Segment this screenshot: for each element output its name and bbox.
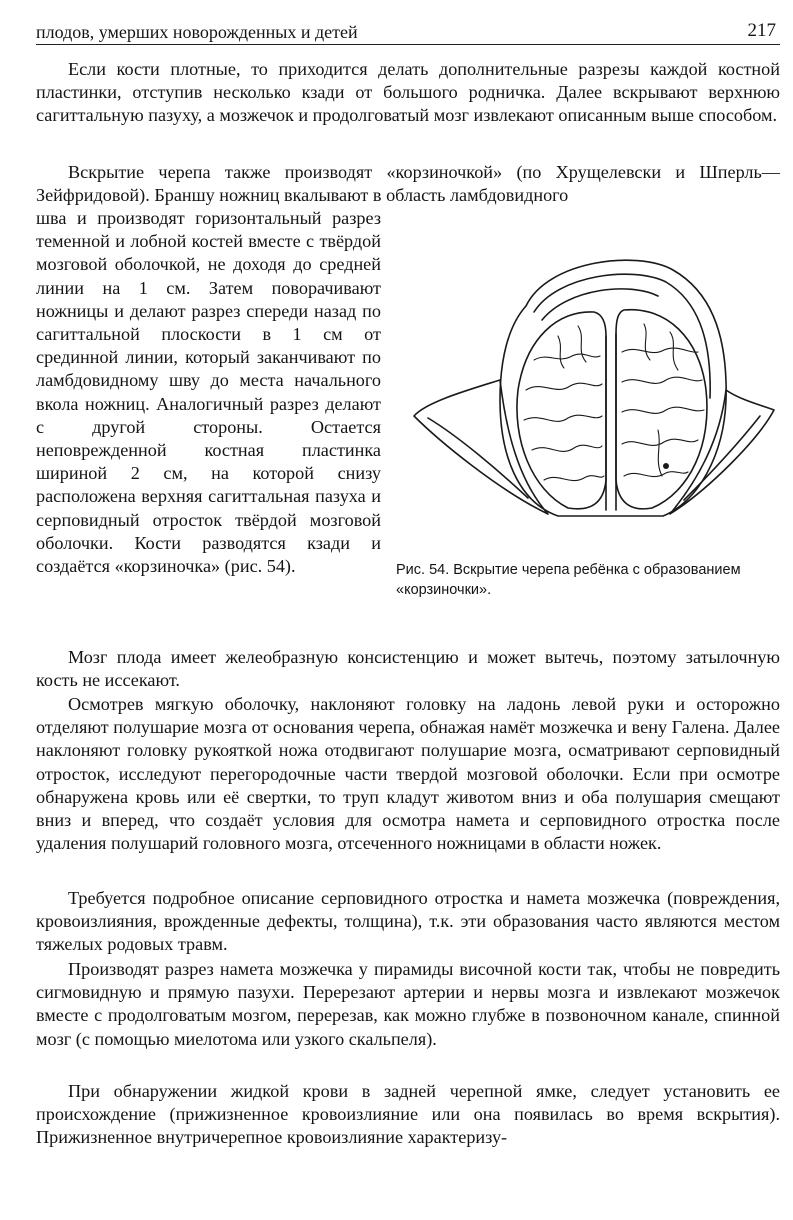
paragraph-2-wrapped: шва и производят горизонтальный разрез теменной и лобной костей вместе с твёрдой мозговой оболочкой, не доходя до средней линии на 1 см. Затем поворачивают ножницы и делают разрез спереди назад по сагиттальной плоскости в 1 см от срединной линии, который заканчивают по ламбдовидному шву до места начального вкола ножниц. Аналогичный разрез делают с другой стороны. Остается неповрежденной костная пластинка шириной 2 см, на которой снизу расположена верхняя сагиттальная пазуха и серповидный отросток твёрдой мозговой оболочки. Кости разводятся кзади и создаётся «корзиночка» (рис. 54). bbox=[36, 208, 381, 577]
bone-strip bbox=[606, 334, 616, 510]
paragraph-4: Осмотрев мягкую оболочку, наклоняют головку на ладонь левой руки и осторожно отделяют полушарие мозга от основания черепа, обнажая намёт мозжечка и вену Галена. Далее наклоняют головку рукояткой ножа отодвигают полушарие мозга, осматривают серповидный отросток, исследуют перегородочные части твердой мозговой оболочки. Если при осмотре обнаружена кровь или её свертки, то труп кладут животом вниз и оба полушария смещают вниз и вперед, что создаёт условия для осмотра намета и серповидного отростка после удаления полушарий головного мозга, отсеченного ножницами в области ножек. bbox=[36, 694, 780, 854]
skull-basket-illustration bbox=[408, 240, 778, 525]
page-header bbox=[36, 20, 780, 45]
left-hemisphere bbox=[517, 312, 606, 509]
page-number: 217 bbox=[747, 20, 776, 41]
paragraph-1: Если кости плотные, то приходится делать дополнительные разрезы каждой костной пластинки, отступив несколько кзади от большого родничка. Далее вскрывают верхнюю сагиттальную пазуху, а мозжечок и продолговатый мозг извлекают описанным выше способом. bbox=[36, 59, 780, 126]
mark-dot bbox=[663, 463, 669, 469]
figure-caption: Рис. 54. Вскрытие черепа ребёнка с образованием «корзиночки». bbox=[396, 562, 741, 598]
left-bone-flap bbox=[414, 380, 548, 514]
paragraph-2-top: Вскрытие черепа также производят «корзиночкой» (по Хрущелевски и Шперль—Зейфридовой). Браншу ножниц вкалывают в область ламбдовидного bbox=[36, 162, 780, 206]
paragraph-7: При обнаружении жидкой крови в задней черепной ямке, следует установить ее происхождение (прижизненное кровоизлияние или она появилась во время вскрытия). Прижизненное внутричерепное кровоизлияние характеризу- bbox=[36, 1081, 780, 1148]
paragraph-6: Производят разрез намета мозжечка у пирамиды височной кости так, чтобы не повредить сигмовидную и прямую пазухи. Перерезают артерии и нервы мозга и извлекают мозжечок вместе с продолговатым мозгом, перерезав, как можно глубже в позвоночном канале, спинной мозг (с помощью миелотома или узкого скальпеля). bbox=[36, 959, 780, 1049]
skull-outline bbox=[500, 260, 726, 516]
running-title: плодов, умерших новорожденных и детей bbox=[36, 22, 358, 42]
figure-skull-basket bbox=[408, 240, 778, 525]
paragraph-3: Мозг плода имеет желеобразную консистенцию и может вытечь, поэтому затылочную кость не иссекают. bbox=[36, 647, 780, 691]
paragraph-5: Требуется подробное описание серповидного отростка и намета мозжечка (повреждения, кровоизлияния, врожденные дефекты, толщина), т.к. эти образования часто являются местом тяжелых родовых травм. bbox=[36, 888, 780, 955]
